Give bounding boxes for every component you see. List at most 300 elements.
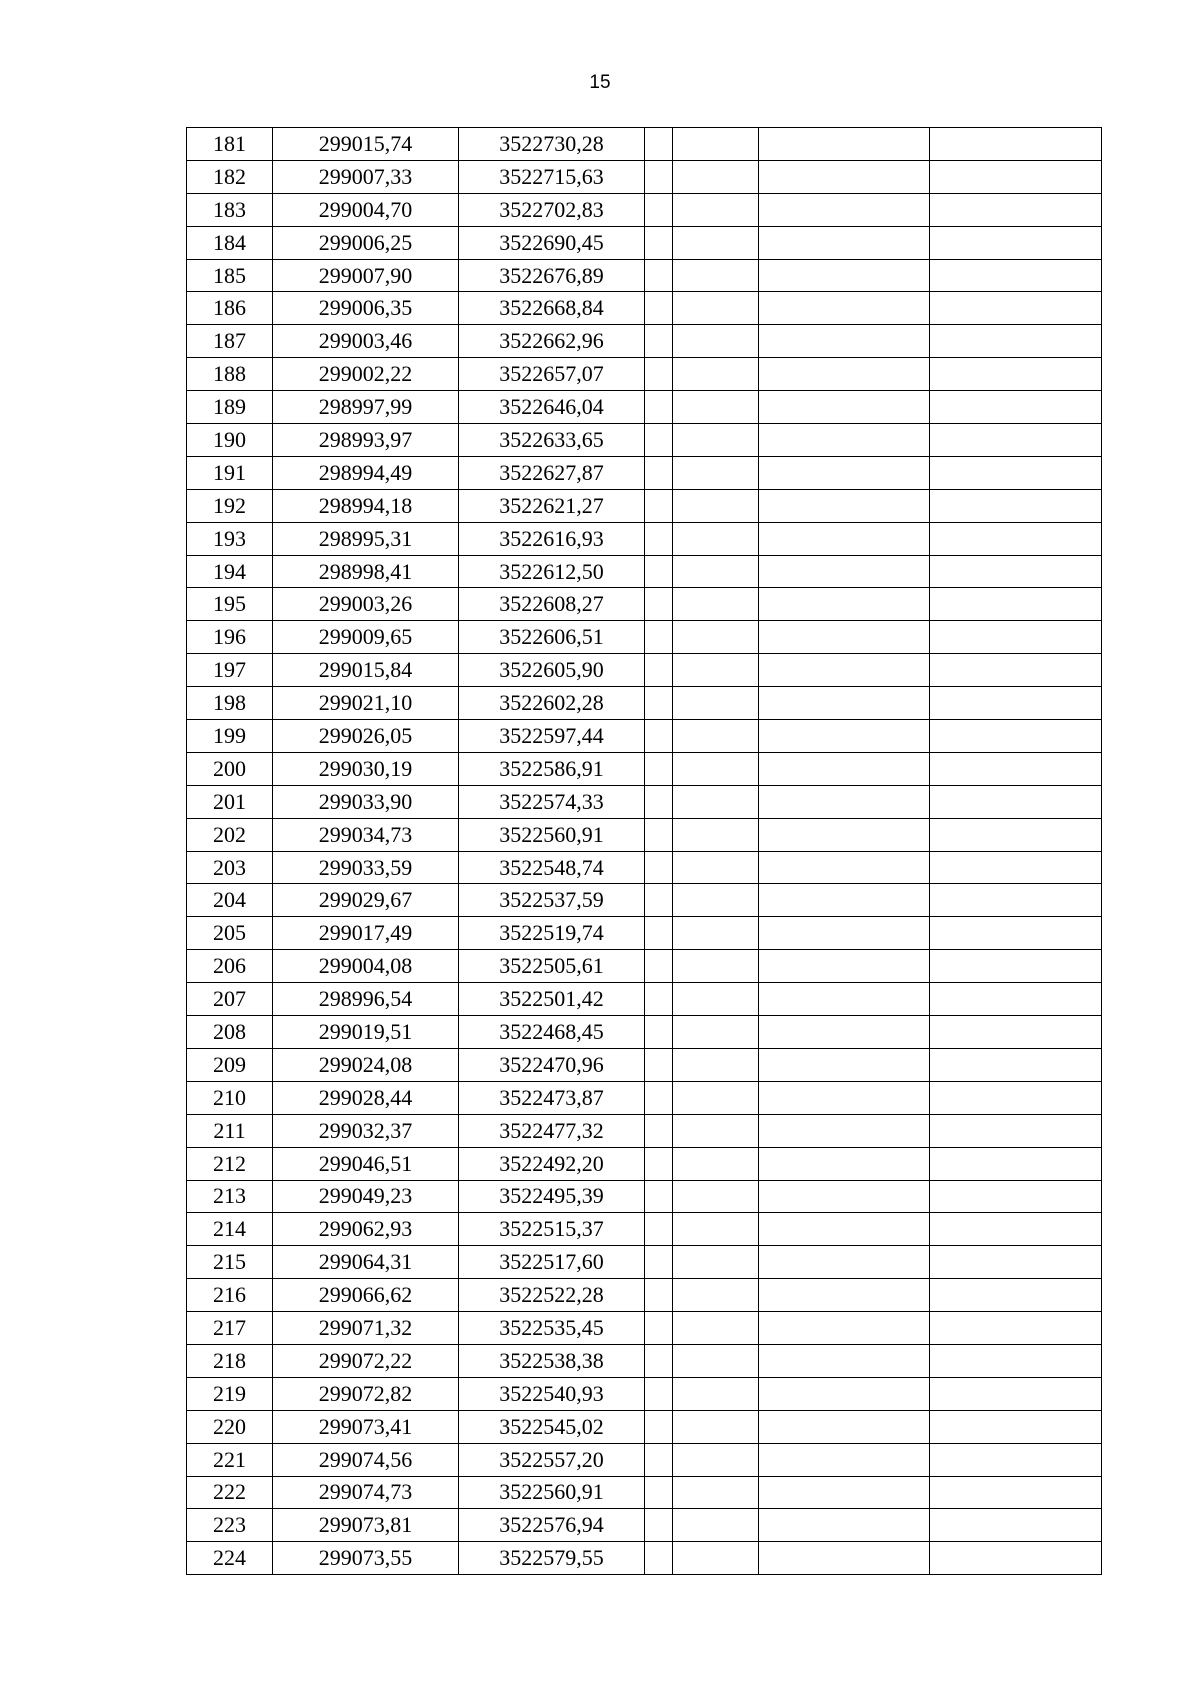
- empty-cell-3: [759, 785, 930, 818]
- y-coordinate-cell: 3522548,74: [459, 851, 645, 884]
- empty-cell-1: [645, 1081, 673, 1114]
- y-coordinate-cell: 3522522,28: [459, 1279, 645, 1312]
- empty-cell-2: [673, 193, 759, 226]
- table-row: [187, 1048, 1102, 1081]
- empty-cell-3: [759, 193, 930, 226]
- table-row: [187, 391, 1102, 424]
- empty-cell-2: [673, 456, 759, 489]
- empty-cell-2: [673, 391, 759, 424]
- x-coordinate-cell: 299074,56: [273, 1443, 459, 1476]
- empty-cell-3: [759, 555, 930, 588]
- x-coordinate-cell: 299003,26: [273, 588, 459, 621]
- empty-cell-3: [759, 1279, 930, 1312]
- empty-cell-2: [673, 128, 759, 161]
- empty-cell-4: [930, 522, 1102, 555]
- empty-cell-1: [645, 1509, 673, 1542]
- y-coordinate-cell: 3522495,39: [459, 1180, 645, 1213]
- table-row: [187, 851, 1102, 884]
- empty-cell-3: [759, 917, 930, 950]
- empty-cell-2: [673, 1246, 759, 1279]
- table-row: [187, 1509, 1102, 1542]
- y-coordinate-cell: 3522492,20: [459, 1147, 645, 1180]
- empty-cell-2: [673, 785, 759, 818]
- empty-cell-3: [759, 884, 930, 917]
- point-number-cell: 223: [187, 1509, 273, 1542]
- empty-cell-2: [673, 522, 759, 555]
- empty-cell-3: [759, 1016, 930, 1049]
- y-coordinate-cell: 3522627,87: [459, 456, 645, 489]
- x-coordinate-cell: 299017,49: [273, 917, 459, 950]
- x-coordinate-cell: 299064,31: [273, 1246, 459, 1279]
- point-number-cell: 220: [187, 1410, 273, 1443]
- x-coordinate-cell: 298995,31: [273, 522, 459, 555]
- table-row: [187, 1180, 1102, 1213]
- empty-cell-3: [759, 358, 930, 391]
- empty-cell-3: [759, 1344, 930, 1377]
- y-coordinate-cell: 3522606,51: [459, 621, 645, 654]
- empty-cell-1: [645, 588, 673, 621]
- x-coordinate-cell: 299004,08: [273, 950, 459, 983]
- table-row: [187, 588, 1102, 621]
- page-number: 15: [589, 72, 611, 93]
- y-coordinate-cell: 3522662,96: [459, 325, 645, 358]
- empty-cell-2: [673, 752, 759, 785]
- empty-cell-3: [759, 1180, 930, 1213]
- point-number-cell: 182: [187, 160, 273, 193]
- y-coordinate-cell: 3522470,96: [459, 1048, 645, 1081]
- point-number-cell: 210: [187, 1081, 273, 1114]
- empty-cell-4: [930, 193, 1102, 226]
- empty-cell-4: [930, 391, 1102, 424]
- x-coordinate-cell: 299072,22: [273, 1344, 459, 1377]
- table-row: [187, 917, 1102, 950]
- empty-cell-3: [759, 950, 930, 983]
- empty-cell-4: [930, 720, 1102, 753]
- x-coordinate-cell: 298994,49: [273, 456, 459, 489]
- table-row: [187, 1377, 1102, 1410]
- table-row: [187, 1410, 1102, 1443]
- empty-cell-2: [673, 1542, 759, 1575]
- y-coordinate-cell: 3522702,83: [459, 193, 645, 226]
- empty-cell-1: [645, 391, 673, 424]
- coordinates-table: [186, 127, 1102, 1575]
- empty-cell-1: [645, 1213, 673, 1246]
- table-row: [187, 292, 1102, 325]
- empty-cell-2: [673, 1147, 759, 1180]
- empty-cell-4: [930, 1509, 1102, 1542]
- empty-cell-1: [645, 456, 673, 489]
- empty-cell-3: [759, 1147, 930, 1180]
- empty-cell-2: [673, 588, 759, 621]
- table-row: [187, 752, 1102, 785]
- y-coordinate-cell: 3522468,45: [459, 1016, 645, 1049]
- table-row: [187, 1016, 1102, 1049]
- table-row: [187, 1147, 1102, 1180]
- empty-cell-3: [759, 818, 930, 851]
- empty-cell-4: [930, 950, 1102, 983]
- empty-cell-2: [673, 226, 759, 259]
- empty-cell-3: [759, 752, 930, 785]
- table-row: [187, 128, 1102, 161]
- empty-cell-3: [759, 1114, 930, 1147]
- table-row: [187, 489, 1102, 522]
- empty-cell-3: [759, 391, 930, 424]
- empty-cell-1: [645, 654, 673, 687]
- table-row: [187, 325, 1102, 358]
- x-coordinate-cell: 299006,25: [273, 226, 459, 259]
- empty-cell-4: [930, 1180, 1102, 1213]
- y-coordinate-cell: 3522608,27: [459, 588, 645, 621]
- y-coordinate-cell: 3522668,84: [459, 292, 645, 325]
- empty-cell-1: [645, 1410, 673, 1443]
- empty-cell-2: [673, 259, 759, 292]
- x-coordinate-cell: 299062,93: [273, 1213, 459, 1246]
- y-coordinate-cell: 3522538,38: [459, 1344, 645, 1377]
- empty-cell-4: [930, 555, 1102, 588]
- x-coordinate-cell: 299033,59: [273, 851, 459, 884]
- point-number-cell: 189: [187, 391, 273, 424]
- x-coordinate-cell: 299049,23: [273, 1180, 459, 1213]
- empty-cell-4: [930, 1443, 1102, 1476]
- y-coordinate-cell: 3522602,28: [459, 687, 645, 720]
- table-row: [187, 1312, 1102, 1345]
- y-coordinate-cell: 3522574,33: [459, 785, 645, 818]
- table-row: [187, 1213, 1102, 1246]
- empty-cell-4: [930, 687, 1102, 720]
- empty-cell-4: [930, 1476, 1102, 1509]
- empty-cell-4: [930, 1410, 1102, 1443]
- table-row: [187, 193, 1102, 226]
- table-row: [187, 687, 1102, 720]
- y-coordinate-cell: 3522730,28: [459, 128, 645, 161]
- y-coordinate-cell: 3522621,27: [459, 489, 645, 522]
- table-row: [187, 983, 1102, 1016]
- table-row: [187, 950, 1102, 983]
- empty-cell-2: [673, 1377, 759, 1410]
- table-row: [187, 621, 1102, 654]
- point-number-cell: 194: [187, 555, 273, 588]
- empty-cell-3: [759, 983, 930, 1016]
- empty-cell-3: [759, 522, 930, 555]
- empty-cell-3: [759, 456, 930, 489]
- empty-cell-2: [673, 851, 759, 884]
- empty-cell-3: [759, 160, 930, 193]
- point-number-cell: 224: [187, 1542, 273, 1575]
- empty-cell-4: [930, 456, 1102, 489]
- point-number-cell: 185: [187, 259, 273, 292]
- x-coordinate-cell: 299030,19: [273, 752, 459, 785]
- empty-cell-4: [930, 1344, 1102, 1377]
- point-number-cell: 213: [187, 1180, 273, 1213]
- empty-cell-1: [645, 687, 673, 720]
- empty-cell-4: [930, 752, 1102, 785]
- x-coordinate-cell: 299006,35: [273, 292, 459, 325]
- empty-cell-1: [645, 851, 673, 884]
- point-number-cell: 200: [187, 752, 273, 785]
- empty-cell-1: [645, 358, 673, 391]
- empty-cell-2: [673, 950, 759, 983]
- empty-cell-2: [673, 424, 759, 457]
- x-coordinate-cell: 298998,41: [273, 555, 459, 588]
- empty-cell-2: [673, 654, 759, 687]
- empty-cell-2: [673, 1016, 759, 1049]
- empty-cell-3: [759, 621, 930, 654]
- empty-cell-4: [930, 1016, 1102, 1049]
- empty-cell-1: [645, 1542, 673, 1575]
- table-row: [187, 358, 1102, 391]
- table-row: [187, 884, 1102, 917]
- point-number-cell: 206: [187, 950, 273, 983]
- coordinates-table-body: [187, 128, 1102, 1575]
- point-number-cell: 203: [187, 851, 273, 884]
- y-coordinate-cell: 3522535,45: [459, 1312, 645, 1345]
- y-coordinate-cell: 3522633,65: [459, 424, 645, 457]
- point-number-cell: 193: [187, 522, 273, 555]
- x-coordinate-cell: 299034,73: [273, 818, 459, 851]
- table-row: [187, 226, 1102, 259]
- empty-cell-2: [673, 1114, 759, 1147]
- empty-cell-2: [673, 489, 759, 522]
- empty-cell-3: [759, 1312, 930, 1345]
- empty-cell-2: [673, 1081, 759, 1114]
- empty-cell-4: [930, 1048, 1102, 1081]
- empty-cell-4: [930, 785, 1102, 818]
- point-number-cell: 211: [187, 1114, 273, 1147]
- point-number-cell: 217: [187, 1312, 273, 1345]
- empty-cell-2: [673, 1476, 759, 1509]
- y-coordinate-cell: 3522676,89: [459, 259, 645, 292]
- empty-cell-3: [759, 292, 930, 325]
- y-coordinate-cell: 3522616,93: [459, 522, 645, 555]
- x-coordinate-cell: 298993,97: [273, 424, 459, 457]
- x-coordinate-cell: 299009,65: [273, 621, 459, 654]
- table-row: [187, 424, 1102, 457]
- empty-cell-2: [673, 687, 759, 720]
- empty-cell-4: [930, 1279, 1102, 1312]
- empty-cell-1: [645, 1180, 673, 1213]
- point-number-cell: 197: [187, 654, 273, 687]
- empty-cell-2: [673, 1048, 759, 1081]
- empty-cell-1: [645, 424, 673, 457]
- table-row: [187, 1279, 1102, 1312]
- x-coordinate-cell: 299032,37: [273, 1114, 459, 1147]
- point-number-cell: 181: [187, 128, 273, 161]
- empty-cell-2: [673, 818, 759, 851]
- empty-cell-1: [645, 226, 673, 259]
- x-coordinate-cell: 299004,70: [273, 193, 459, 226]
- empty-cell-3: [759, 424, 930, 457]
- empty-cell-4: [930, 818, 1102, 851]
- empty-cell-2: [673, 1443, 759, 1476]
- point-number-cell: 199: [187, 720, 273, 753]
- point-number-cell: 215: [187, 1246, 273, 1279]
- empty-cell-1: [645, 259, 673, 292]
- point-number-cell: 204: [187, 884, 273, 917]
- point-number-cell: 218: [187, 1344, 273, 1377]
- x-coordinate-cell: 298996,54: [273, 983, 459, 1016]
- empty-cell-4: [930, 851, 1102, 884]
- table-row: [187, 1081, 1102, 1114]
- empty-cell-2: [673, 325, 759, 358]
- table-row: [187, 1344, 1102, 1377]
- empty-cell-1: [645, 752, 673, 785]
- empty-cell-4: [930, 621, 1102, 654]
- y-coordinate-cell: 3522560,91: [459, 818, 645, 851]
- table-row: [187, 1476, 1102, 1509]
- y-coordinate-cell: 3522646,04: [459, 391, 645, 424]
- x-coordinate-cell: 299046,51: [273, 1147, 459, 1180]
- y-coordinate-cell: 3522477,32: [459, 1114, 645, 1147]
- y-coordinate-cell: 3522579,55: [459, 1542, 645, 1575]
- empty-cell-2: [673, 555, 759, 588]
- point-number-cell: 186: [187, 292, 273, 325]
- x-coordinate-cell: 299007,33: [273, 160, 459, 193]
- empty-cell-1: [645, 621, 673, 654]
- table-row: [187, 654, 1102, 687]
- table-row: [187, 160, 1102, 193]
- empty-cell-1: [645, 1476, 673, 1509]
- x-coordinate-cell: 299021,10: [273, 687, 459, 720]
- empty-cell-3: [759, 1509, 930, 1542]
- empty-cell-4: [930, 489, 1102, 522]
- empty-cell-1: [645, 1048, 673, 1081]
- y-coordinate-cell: 3522545,02: [459, 1410, 645, 1443]
- empty-cell-4: [930, 259, 1102, 292]
- empty-cell-3: [759, 226, 930, 259]
- empty-cell-2: [673, 720, 759, 753]
- empty-cell-1: [645, 1443, 673, 1476]
- empty-cell-1: [645, 1114, 673, 1147]
- empty-cell-3: [759, 851, 930, 884]
- y-coordinate-cell: 3522597,44: [459, 720, 645, 753]
- x-coordinate-cell: 299028,44: [273, 1081, 459, 1114]
- empty-cell-1: [645, 1246, 673, 1279]
- empty-cell-1: [645, 1016, 673, 1049]
- empty-cell-1: [645, 1147, 673, 1180]
- table-row: [187, 456, 1102, 489]
- x-coordinate-cell: 299072,82: [273, 1377, 459, 1410]
- table-row: [187, 259, 1102, 292]
- point-number-cell: 196: [187, 621, 273, 654]
- empty-cell-2: [673, 621, 759, 654]
- empty-cell-2: [673, 1344, 759, 1377]
- empty-cell-1: [645, 785, 673, 818]
- point-number-cell: 190: [187, 424, 273, 457]
- point-number-cell: 221: [187, 1443, 273, 1476]
- table-row: [187, 720, 1102, 753]
- empty-cell-3: [759, 259, 930, 292]
- empty-cell-3: [759, 128, 930, 161]
- empty-cell-4: [930, 1147, 1102, 1180]
- empty-cell-4: [930, 226, 1102, 259]
- table-row: [187, 522, 1102, 555]
- empty-cell-2: [673, 292, 759, 325]
- empty-cell-3: [759, 325, 930, 358]
- empty-cell-4: [930, 325, 1102, 358]
- y-coordinate-cell: 3522560,91: [459, 1476, 645, 1509]
- empty-cell-1: [645, 917, 673, 950]
- empty-cell-3: [759, 1048, 930, 1081]
- x-coordinate-cell: 299026,05: [273, 720, 459, 753]
- empty-cell-4: [930, 654, 1102, 687]
- y-coordinate-cell: 3522557,20: [459, 1443, 645, 1476]
- empty-cell-2: [673, 160, 759, 193]
- x-coordinate-cell: 299073,55: [273, 1542, 459, 1575]
- x-coordinate-cell: 298994,18: [273, 489, 459, 522]
- empty-cell-4: [930, 1377, 1102, 1410]
- y-coordinate-cell: 3522505,61: [459, 950, 645, 983]
- x-coordinate-cell: 299073,41: [273, 1410, 459, 1443]
- empty-cell-1: [645, 555, 673, 588]
- empty-cell-4: [930, 1312, 1102, 1345]
- empty-cell-1: [645, 325, 673, 358]
- empty-cell-1: [645, 720, 673, 753]
- empty-cell-2: [673, 884, 759, 917]
- empty-cell-1: [645, 1377, 673, 1410]
- point-number-cell: 208: [187, 1016, 273, 1049]
- table-row: [187, 1542, 1102, 1575]
- y-coordinate-cell: 3522576,94: [459, 1509, 645, 1542]
- empty-cell-3: [759, 1443, 930, 1476]
- x-coordinate-cell: 299003,46: [273, 325, 459, 358]
- point-number-cell: 219: [187, 1377, 273, 1410]
- empty-cell-4: [930, 292, 1102, 325]
- x-coordinate-cell: 299029,67: [273, 884, 459, 917]
- x-coordinate-cell: 299019,51: [273, 1016, 459, 1049]
- point-number-cell: 212: [187, 1147, 273, 1180]
- table-row: [187, 1114, 1102, 1147]
- empty-cell-2: [673, 917, 759, 950]
- y-coordinate-cell: 3522540,93: [459, 1377, 645, 1410]
- x-coordinate-cell: 299033,90: [273, 785, 459, 818]
- table-row: [187, 555, 1102, 588]
- empty-cell-3: [759, 720, 930, 753]
- empty-cell-3: [759, 687, 930, 720]
- x-coordinate-cell: 299015,74: [273, 128, 459, 161]
- y-coordinate-cell: 3522517,60: [459, 1246, 645, 1279]
- empty-cell-1: [645, 128, 673, 161]
- empty-cell-2: [673, 983, 759, 1016]
- point-number-cell: 202: [187, 818, 273, 851]
- x-coordinate-cell: 299071,32: [273, 1312, 459, 1345]
- point-number-cell: 191: [187, 456, 273, 489]
- y-coordinate-cell: 3522715,63: [459, 160, 645, 193]
- empty-cell-4: [930, 1246, 1102, 1279]
- point-number-cell: 205: [187, 917, 273, 950]
- empty-cell-1: [645, 1312, 673, 1345]
- empty-cell-4: [930, 884, 1102, 917]
- empty-cell-3: [759, 489, 930, 522]
- x-coordinate-cell: 299015,84: [273, 654, 459, 687]
- y-coordinate-cell: 3522473,87: [459, 1081, 645, 1114]
- empty-cell-1: [645, 884, 673, 917]
- empty-cell-3: [759, 1377, 930, 1410]
- x-coordinate-cell: 298997,99: [273, 391, 459, 424]
- empty-cell-2: [673, 1509, 759, 1542]
- empty-cell-1: [645, 522, 673, 555]
- y-coordinate-cell: 3522605,90: [459, 654, 645, 687]
- point-number-cell: 201: [187, 785, 273, 818]
- point-number-cell: 216: [187, 1279, 273, 1312]
- point-number-cell: 183: [187, 193, 273, 226]
- table-row: [187, 785, 1102, 818]
- empty-cell-1: [645, 160, 673, 193]
- point-number-cell: 207: [187, 983, 273, 1016]
- empty-cell-1: [645, 193, 673, 226]
- empty-cell-3: [759, 654, 930, 687]
- empty-cell-4: [930, 917, 1102, 950]
- empty-cell-1: [645, 818, 673, 851]
